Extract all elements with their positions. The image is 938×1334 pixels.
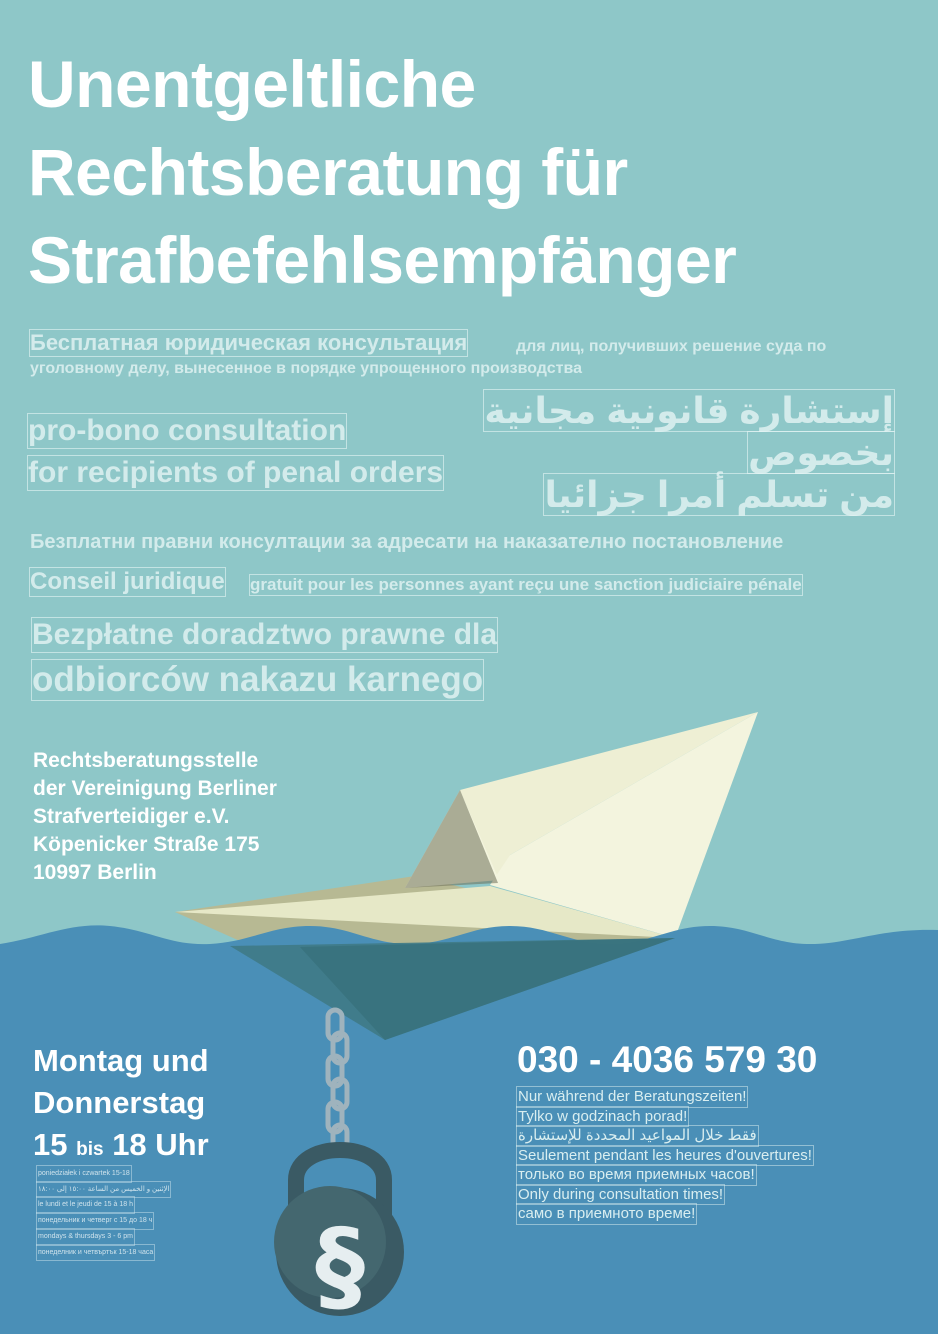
hours-from: 15	[33, 1127, 68, 1162]
only-during-item: فقط خلال المواعيد المحددة للإستشارة	[518, 1127, 757, 1144]
paragraph-symbol: §	[315, 1207, 365, 1324]
hours-translation: mondays & thursdays 3 - 6 pm	[37, 1229, 134, 1245]
hours-translation: понедельник и четверг с 15 до 18 ч	[37, 1213, 153, 1229]
arabic-line: من تسلم أمرا جزائيا	[544, 474, 894, 515]
only-during-item: Nur während der Beratungszeiten!	[518, 1088, 747, 1105]
only-during-item: Tylko w godzinach porad!	[518, 1107, 688, 1125]
address-line: 10997 Berlin	[33, 861, 157, 884]
only-during-item: Seulement pendant les heures d'ouvertures!	[518, 1146, 812, 1164]
hours-translations	[37, 1166, 170, 1260]
phone-number[interactable]: 030 - 4036 579 30	[517, 1039, 818, 1080]
hours-bis: bis	[76, 1139, 104, 1160]
russian-lead: Бесплатная юридическая консультация	[30, 330, 468, 355]
english-line-1: pro-bono consultation	[28, 414, 347, 447]
hours-translation: понеделник и четвъртък 15-18 часа	[37, 1245, 154, 1261]
hours-translation: poniedziałek i czwartek 15-18	[37, 1166, 131, 1182]
address-line: Strafverteidiger e.V.	[33, 805, 230, 828]
title-line: Rechtsberatung für	[28, 135, 628, 209]
only-during-item: только во время приемных часов!	[518, 1166, 755, 1183]
arabic-line: إستشارة قانونية مجانية	[484, 390, 894, 431]
french-lead: Conseil juridique	[30, 568, 225, 595]
hours-line	[33, 1124, 209, 1171]
hours-to: 18 Uhr	[112, 1127, 209, 1162]
address-block	[33, 747, 277, 887]
title-line: Unentgeltliche	[28, 47, 476, 121]
polish-line-1: Bezpłatne doradztwo prawne dla	[32, 618, 498, 651]
only-during-item: Only during consultation times!	[518, 1185, 724, 1203]
main-title	[28, 40, 736, 304]
hours-translation: le lundi et le jeudi de 15 à 18 h	[37, 1197, 134, 1213]
opening-days	[33, 1040, 209, 1171]
address-line: Köpenicker Straße 175	[33, 833, 260, 856]
english-line-2: for recipients of penal orders	[28, 456, 444, 489]
days-line: Montag und	[33, 1043, 209, 1078]
polish-line-2: odbiorców nakazu karnego	[32, 660, 484, 699]
address-line: der Vereinigung Berliner	[33, 777, 277, 800]
french-rest: gratuit pour les personnes ayant reçu une sanction judiciaire pénale	[250, 575, 802, 594]
russian-rest: для лиц, получивших решение суда по уголовному делу, вынесенное в порядке упрощенного производства	[30, 338, 827, 377]
hours-translation: الإثنين و الخميس من الساعة ١٥:٠٠ إلى ١٨:٠٠	[37, 1182, 170, 1198]
days-line: Donnerstag	[33, 1085, 206, 1120]
title-line: Strafbefehlsempfänger	[28, 223, 737, 297]
address-line: Rechtsberatungsstelle	[33, 749, 259, 772]
only-during-item: само в приемното време!	[518, 1205, 696, 1222]
bulgarian-line: Безплатни правни консултации за адресати на наказателно постановление	[30, 531, 784, 553]
arabic-block	[394, 390, 894, 516]
only-during-list	[517, 1087, 813, 1224]
arabic-line: بخصوص	[748, 432, 894, 473]
